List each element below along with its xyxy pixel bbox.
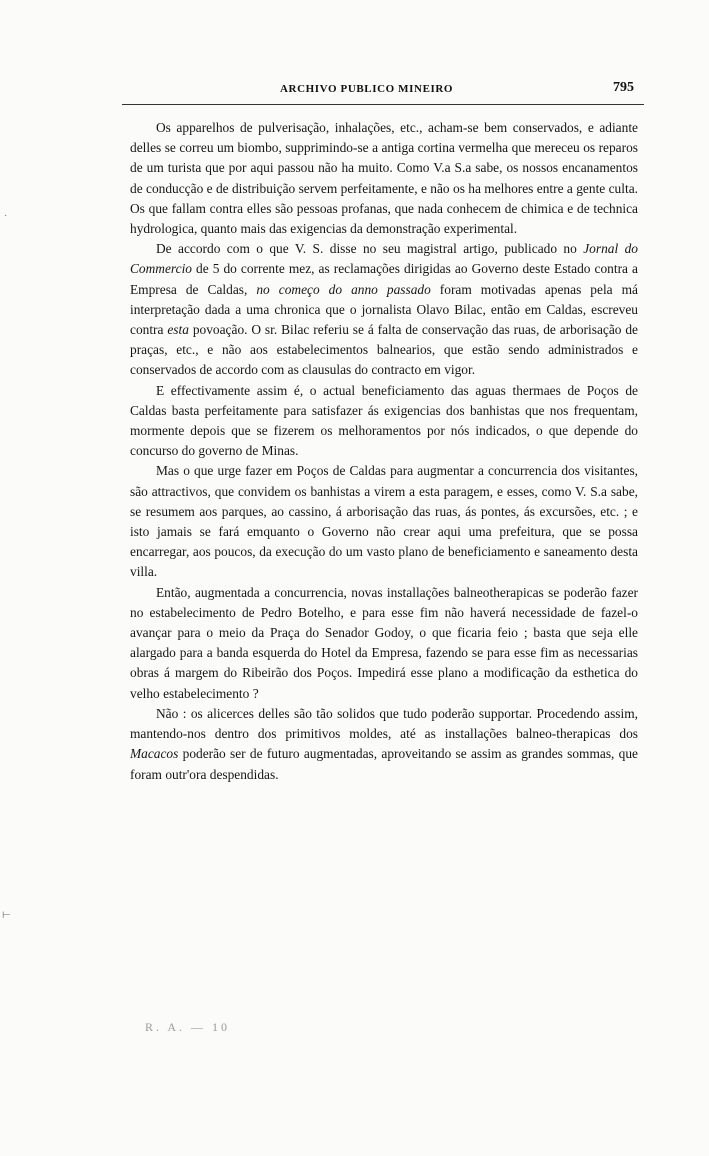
text-run: Os apparelhos de pulverisação, inhalações, etc., acham-se bem conservados, e adiante delles se correu um biombo, supprimindo-se a antiga cortina vermelha que mereceu os reparos de um turista que por aqui passou não ha muito. Como V.a S.a sabe, os nossos encanamentos de conducção e de distribuição servem perfeitamente, e não os ha melhores entre a gente culta. Os que fallam contra elles são pessoas profanas, que nada conhecem de chimica e de technica hydrologica, quanto mais das exigencias da demonstração experimental. bbox=[130, 120, 638, 237]
paragraph bbox=[130, 239, 638, 380]
body-text bbox=[130, 118, 638, 785]
text-run: Então, augmentada a concurrencia, novas installações balneotherapicas se poderão fazer no estabelecimento de Pedro Botelho, e para esse fim não haverá necessidade de fazel-o avançar para o meio da Praça do Senador Godoy, o que ficaria feio ; basta que seja elle alargado para a banda esquerda do Hotel da Empresa, fazendo se para esse fim as necessarias obras á margem do Ribeirão dos Poços. Impedirá esse plano a modificação da esthetica do velho estabelecimento ? bbox=[130, 584, 638, 701]
paragraph bbox=[130, 583, 638, 704]
running-title: ARCHIVO PUBLICO MINEIRO bbox=[280, 83, 454, 95]
text-run: Mas o que urge fazer em Poços de Caldas para augmentar a concurrencia dos visitantes, são attractivos, que convidem os banhistas a virem a esta paragem, e esses, como V. S.a sabe, se resumem aos parques, ao cassino, á arborisação das ruas, ás pontes, ás excursões, etc. ; e isto jamais se fará emquanto o Governo não crear aqui uma prefeitura, que se possa encarregar, aos poucos, da execução do um vasto plano de beneficiamento e saneamento desta villa. bbox=[130, 463, 638, 580]
header-rule bbox=[122, 104, 644, 105]
italic-run: no começo do anno passado bbox=[256, 281, 431, 297]
text-run: De accordo com o que V. S. disse no seu magistral artigo, publicado no bbox=[156, 241, 584, 257]
paragraph bbox=[130, 461, 638, 582]
text-run: foram motivadas apenas pela má interpretação dada a uma chronica que o jornalista Olavo Bilac, então em Caldas, escreveu contra bbox=[130, 281, 638, 338]
text-run: E effectivamente assim é, o actual beneficiamento das aguas thermaes de Poços de Caldas basta perfeitamente para satisfazer ás exigencias dos banhistas que nos frequentam, mormente depois que se fizerem os melhoramentos por nós indicados, o que depende do concurso do governo de Minas. bbox=[130, 382, 638, 459]
paragraph bbox=[130, 381, 638, 462]
text-run: Não : os alicerces delles são tão solidos que tudo poderão supportar. Procedendo assim, mantendo-nos dentro dos primitivos moldes, até as installações balneo-therapicas dos bbox=[130, 705, 638, 742]
italic-run: esta bbox=[167, 322, 189, 338]
margin-speck: · bbox=[4, 210, 8, 221]
italic-run: Jornal do Commercio bbox=[130, 241, 638, 277]
margin-speck: ⊢ bbox=[2, 910, 11, 921]
running-header bbox=[130, 80, 640, 102]
page-number: 795 bbox=[613, 80, 634, 95]
text-run: povoação. O sr. Bilac referiu se á falta de conservação das ruas, de arborisação de praças, etc., e não aos estabelecimentos balnearios, que estão sendo administrados e conservados de accordo com as clausulas do contracto em vigor. bbox=[130, 322, 638, 378]
italic-run: Macacos bbox=[130, 746, 179, 762]
footer-mark: R. A. — 10 bbox=[145, 1020, 231, 1034]
text-run: poderão ser de futuro augmentadas, aproveitando se assim as grandes sommas, que foram outr'ora despendidas. bbox=[130, 746, 638, 782]
text-run: de 5 do corrente mez, as reclamações dirigidas ao Governo deste Estado contra a Empresa de Caldas, bbox=[130, 261, 638, 297]
paragraph bbox=[130, 704, 638, 785]
paragraph bbox=[130, 118, 638, 239]
